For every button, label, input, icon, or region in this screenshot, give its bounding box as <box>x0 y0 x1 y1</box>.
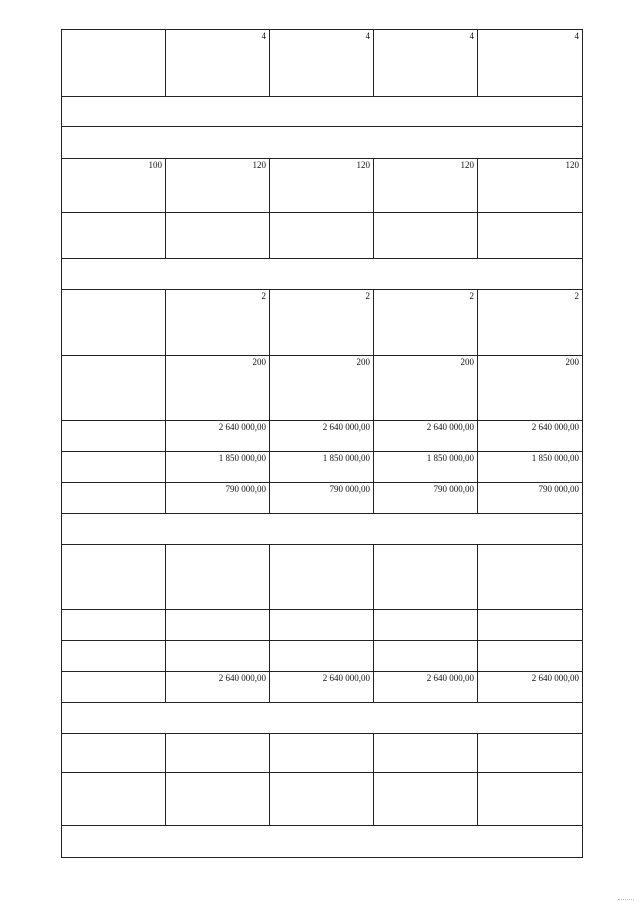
table-cell <box>374 641 478 672</box>
table-row <box>62 159 583 213</box>
section-cell <box>62 703 583 734</box>
table-cell <box>374 734 478 773</box>
table-cell: 2 640 000,00 <box>270 421 374 452</box>
table-cell: 2 640 000,00 <box>166 421 270 452</box>
table-cell <box>166 734 270 773</box>
table-cell <box>62 773 166 826</box>
table-cell: 2 <box>270 290 374 356</box>
table-cell: 4 <box>478 30 583 97</box>
table-cell: 200 <box>270 356 374 421</box>
section-row <box>62 259 583 290</box>
table-cell: 120 <box>166 159 270 213</box>
table-cell: 2 640 000,00 <box>374 421 478 452</box>
table-row <box>62 213 583 259</box>
table-cell: 1 850 000,00 <box>478 452 583 483</box>
table-row <box>62 452 583 483</box>
section-cell <box>62 259 583 290</box>
table-cell: 2 640 000,00 <box>166 672 270 703</box>
section-cell <box>62 514 583 545</box>
table-cell <box>166 213 270 259</box>
table-cell <box>270 213 374 259</box>
table-row <box>62 672 583 703</box>
table-row <box>62 641 583 672</box>
table-row <box>62 773 583 826</box>
table-cell <box>166 610 270 641</box>
table-cell <box>62 452 166 483</box>
table-cell: 1 850 000,00 <box>166 452 270 483</box>
section-row <box>62 97 583 127</box>
table-cell <box>62 290 166 356</box>
table-cell: 2 640 000,00 <box>374 672 478 703</box>
table-cell: 200 <box>478 356 583 421</box>
data-table <box>61 29 583 858</box>
section-row <box>62 703 583 734</box>
table-cell: 2 640 000,00 <box>478 672 583 703</box>
table-row <box>62 421 583 452</box>
table-cell: 120 <box>270 159 374 213</box>
table-cell <box>374 773 478 826</box>
table-cell: 790 000,00 <box>166 483 270 514</box>
table-cell <box>478 610 583 641</box>
table-cell <box>62 213 166 259</box>
table-cell: 2 <box>374 290 478 356</box>
table-cell: 1 850 000,00 <box>270 452 374 483</box>
table-cell: 200 <box>166 356 270 421</box>
table-cell <box>374 213 478 259</box>
table-cell: 790 000,00 <box>374 483 478 514</box>
table-cell <box>62 30 166 97</box>
section-row <box>62 514 583 545</box>
table-cell <box>62 545 166 610</box>
table-cell <box>478 734 583 773</box>
table-cell: 4 <box>166 30 270 97</box>
table-cell: 100 <box>62 159 166 213</box>
section-row <box>62 826 583 858</box>
table-cell <box>478 773 583 826</box>
table-row <box>62 30 583 97</box>
table-cell <box>166 641 270 672</box>
table-cell <box>62 734 166 773</box>
table-row <box>62 290 583 356</box>
table-cell <box>478 213 583 259</box>
table-row <box>62 734 583 773</box>
table-cell: 2 <box>478 290 583 356</box>
table-cell <box>62 356 166 421</box>
table-cell: 790 000,00 <box>270 483 374 514</box>
table-cell <box>62 672 166 703</box>
table-row <box>62 545 583 610</box>
table-cell: 1 850 000,00 <box>374 452 478 483</box>
table-cell <box>270 773 374 826</box>
table-cell: 120 <box>478 159 583 213</box>
table-row <box>62 610 583 641</box>
section-cell <box>62 127 583 159</box>
table-cell <box>270 545 374 610</box>
table-cell: 4 <box>374 30 478 97</box>
table-cell <box>166 773 270 826</box>
table-cell <box>374 610 478 641</box>
table-cell: 2 <box>166 290 270 356</box>
table-body <box>62 30 583 858</box>
table-row <box>62 483 583 514</box>
section-row <box>62 127 583 159</box>
table-cell <box>478 545 583 610</box>
table-cell <box>478 641 583 672</box>
table-cell <box>270 610 374 641</box>
section-cell <box>62 97 583 127</box>
table-row <box>62 356 583 421</box>
table-cell <box>374 545 478 610</box>
table-cell <box>62 421 166 452</box>
table-cell <box>270 734 374 773</box>
table-cell <box>62 483 166 514</box>
section-cell <box>62 826 583 858</box>
table-cell: 2 640 000,00 <box>478 421 583 452</box>
table-cell <box>62 610 166 641</box>
table-cell: 120 <box>374 159 478 213</box>
table-cell: 4 <box>270 30 374 97</box>
table-cell: 200 <box>374 356 478 421</box>
table-cell <box>166 545 270 610</box>
table-cell <box>270 641 374 672</box>
table-cell: 790 000,00 <box>478 483 583 514</box>
page-corner-mark <box>618 899 634 901</box>
table-cell <box>62 641 166 672</box>
table-cell: 2 640 000,00 <box>270 672 374 703</box>
